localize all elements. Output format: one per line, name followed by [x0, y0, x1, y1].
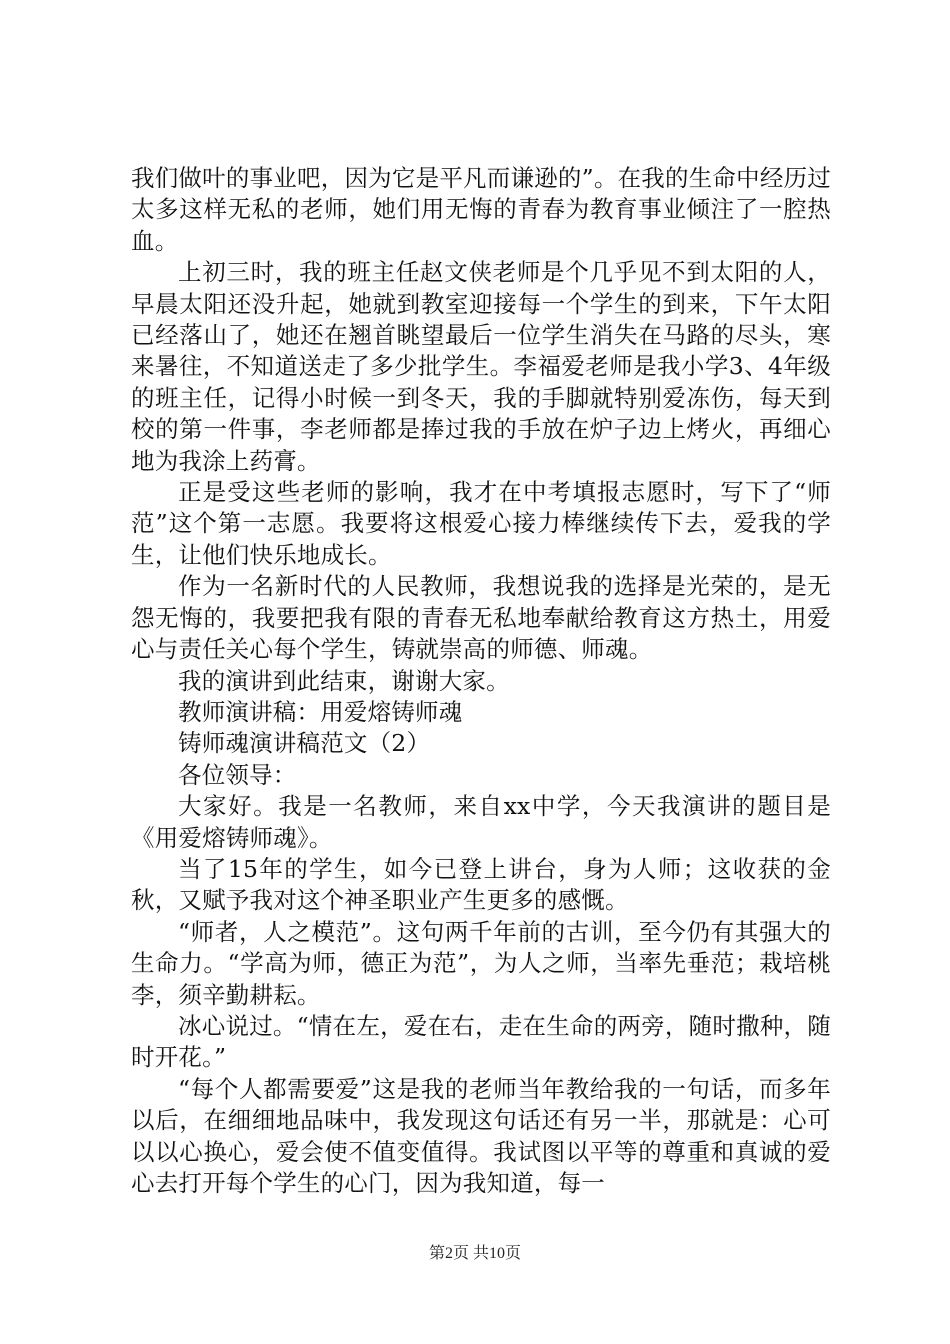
paragraph: 我们做叶的事业吧，因为它是平凡而谦逊的”。在我的生命中经历过太多这样无私的老师，她们用无悔的青春为教育事业倾注了一腔热血。: [131, 164, 831, 255]
page-number-label: 第2页 共10页: [428, 1245, 521, 1262]
paragraph: 冰心说过。“情在左，爱在右，走在生命的两旁，随时撒种，随时开花。”: [131, 1011, 831, 1072]
paragraph: “每个人都需要爱”这是我的老师当年教给我的一句话，而多年以后，在细细地品味中，我发现这句话还有另一半，那就是：心可以以心换心，爱会使不值变值得。我试图以平等的尊重和真诚的爱心去打开每个学生的心门，因为我知道，每一: [131, 1074, 831, 1197]
paragraph: 上初三时，我的班主任赵文侠老师是个几乎见不到太阳的人，早晨太阳还没升起，她就到教室迎接每一个学生的到来，下午太阳已经落山了，她还在翘首眺望最后一位学生消失在马路的尽头，寒来暑往，不知道送走了多少批学生。李福爱老师是我小学3、4年级的班主任，记得小时候一到冬天，我的手脚就特别爱冻伤，每天到校的第一件事，李老师都是捧过我的手放在炉子边上烤火，再细心地为我涂上药膏。: [131, 258, 831, 475]
paragraph: 大家好。我是一名教师，来自xx中学，今天我演讲的题目是《用爱熔铸师魂》。: [131, 792, 831, 852]
paragraph: 作为一名新时代的人民教师，我想说我的选择是光荣的，是无怨无悔的，我要把我有限的青春无私地奉献给教育这方热土，用爱心与责任关心每个学生，铸就崇高的师德、师魂。: [131, 572, 831, 664]
salutation: 各位领导：: [178, 760, 297, 789]
paragraph: “师者，人之模范”。这句两千年前的古训，至今仍有其强大的生命力。“学高为师，德正为范”，为人之师，当率先垂范；栽培桃李，须辛勤耕耘。: [131, 917, 831, 1009]
section-heading: 教师演讲稿：用爱熔铸师魂: [178, 697, 463, 726]
paragraph: 正是受这些老师的影响，我才在中考填报志愿时，写下了“师范”这个第一志愿。我要将这根爱心接力棒继续传下去，爱我的学生，让他们快乐地成长。: [131, 478, 831, 569]
paragraph: 我的演讲到此结束，谢谢大家。: [178, 666, 510, 695]
document-body: [131, 163, 831, 1199]
section-heading: 铸师魂演讲稿范文（2）: [178, 729, 431, 758]
paragraph: 当了15年的学生，如今已登上讲台，身为人师；这收获的金秋，又赋予我对这个神圣职业产生更多的感慨。: [131, 854, 831, 915]
page-footer: [0, 1244, 950, 1264]
